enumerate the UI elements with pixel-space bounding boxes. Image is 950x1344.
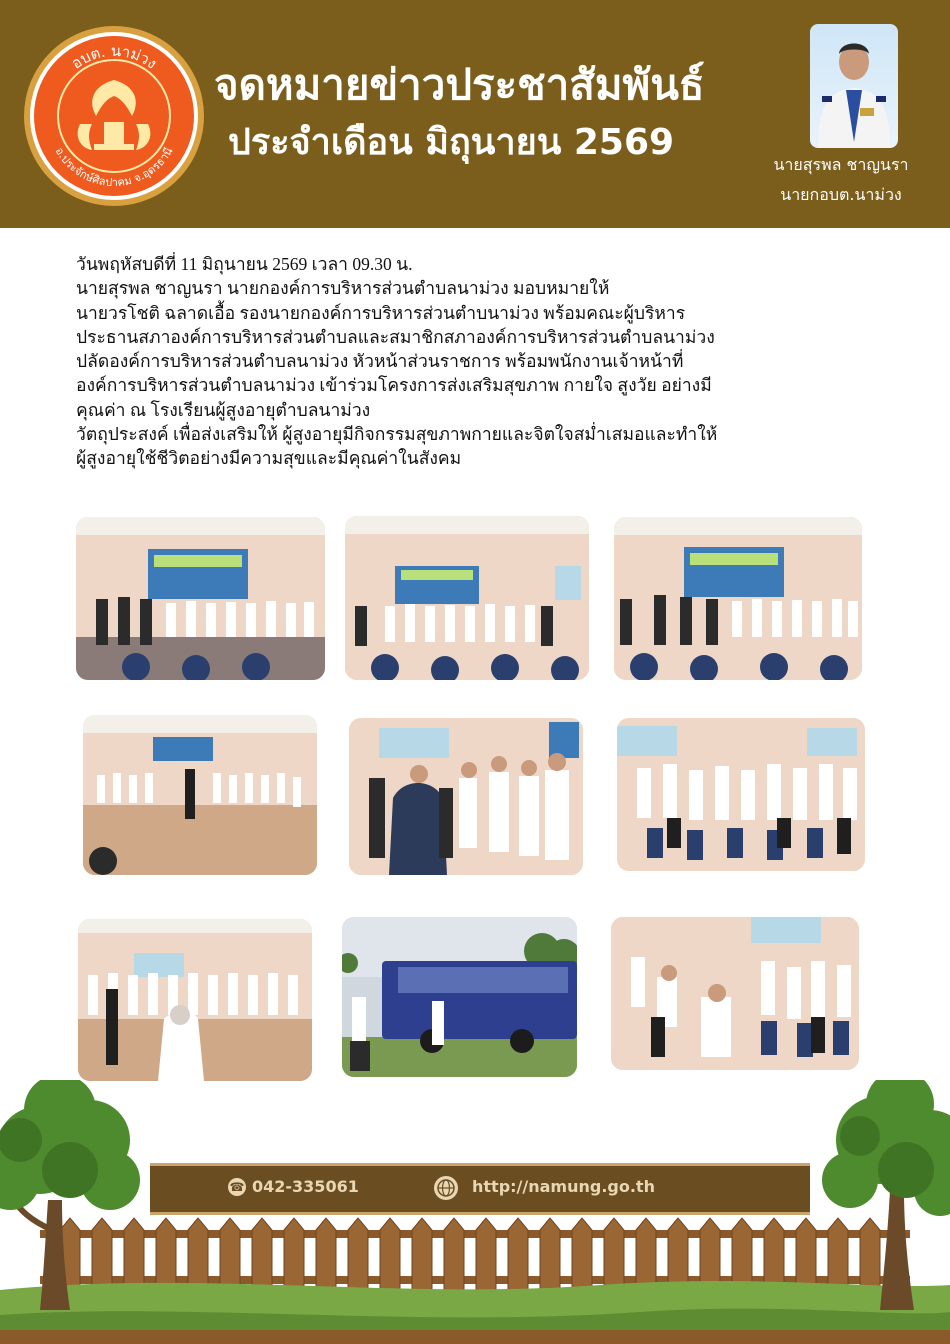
article-line: ประธานสภาองค์การบริหารส่วนตำบลและสมาชิกสภาองค์การบริหารส่วนตำบลนาม่วง bbox=[76, 326, 715, 347]
website-link[interactable]: http://namung.go.th bbox=[472, 1177, 655, 1196]
activity-photo-5 bbox=[349, 718, 583, 875]
article-line: องค์การบริหารส่วนตำบลนาม่วง เข้าร่วมโครงการส่งเสริมสุขภาพ กายใจ สูงวัย อย่างมี bbox=[76, 375, 712, 396]
phone-number: 042-335061 bbox=[252, 1177, 359, 1196]
activity-photo-6 bbox=[617, 718, 865, 871]
article-line: ปลัดองค์การบริหารส่วนตำบลนาม่วง หัวหน้าส่วนราชการ พร้อมพนักงานเจ้าหน้าที่ bbox=[76, 351, 684, 372]
article-line: วันพฤหัสบดีที่ 11 มิถุนายน 2569 เวลา 09.30 น. bbox=[76, 254, 413, 274]
activity-photo-2 bbox=[345, 516, 589, 680]
newsletter-title: จดหมายข่าวประชาสัมพันธ์ bbox=[214, 60, 705, 109]
article-line: วัตถุประสงค์ เพื่อส่งเสริมให้ ผู้สูงอายุมีกิจกรรมสุขภาพกายและจิตใจสม่ำเสมอและทำให้ bbox=[76, 424, 718, 445]
article-body bbox=[76, 252, 926, 471]
article-line: ผู้สูงอายุใช้ชีวิตอย่างมีความสุขและมีคุณค่าในสังคม bbox=[76, 448, 462, 469]
activity-photo-7 bbox=[78, 919, 312, 1081]
logo-top-text: อบต. นาม่วง bbox=[67, 41, 161, 73]
phone-icon: ☎ bbox=[229, 1180, 245, 1194]
article-line: คุณค่า ณ โรงเรียนผู้สูงอายุตำบลนาม่วง bbox=[76, 399, 371, 420]
activity-photo-8 bbox=[342, 917, 577, 1077]
activity-photo-4 bbox=[83, 715, 317, 875]
newsletter-month: ประจำเดือน มิถุนายน 2569 bbox=[228, 122, 675, 163]
activity-photo-3 bbox=[614, 517, 862, 680]
logo-bottom-text: อ.ประจักษ์ศิลปาคม จ.อุดรธานี bbox=[52, 145, 176, 190]
article-line: นายสุรพล ชาญนรา นายกองค์การบริหารส่วนตำบลนาม่วง มอบหมายให้ bbox=[76, 278, 610, 299]
official-portrait bbox=[810, 24, 898, 148]
organization-logo bbox=[22, 24, 206, 208]
article-line: นายวรโชติ ฉลาดเอื้อ รองนายกองค์การบริหารส่วนตำบนาม่วง พร้อมคณะผู้บริหาร bbox=[76, 302, 686, 323]
globe-icon bbox=[434, 1176, 458, 1200]
activity-photo-1 bbox=[76, 517, 325, 680]
activity-photo-9 bbox=[611, 917, 859, 1070]
official-name: นายสุรพล ชาญนรา bbox=[773, 155, 909, 174]
official-title: นายกอบต.นาม่วง bbox=[780, 185, 902, 204]
